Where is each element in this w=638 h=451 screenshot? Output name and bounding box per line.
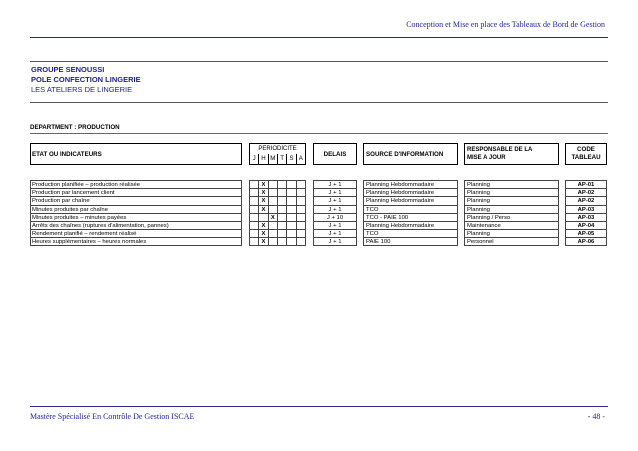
periodicity-mark bbox=[250, 206, 259, 213]
periodicity-mark bbox=[278, 230, 287, 237]
responsable-line2: MISE A JOUR bbox=[467, 155, 506, 161]
indicator-name: Production par lancement client bbox=[30, 188, 242, 196]
periodicity-cells bbox=[249, 221, 306, 229]
responsible-cell: Planning bbox=[464, 188, 559, 196]
code-cell: AP-02 bbox=[565, 196, 607, 204]
periodicity-mark bbox=[250, 222, 259, 229]
periodicity-mark bbox=[250, 230, 259, 237]
col-header-responsable bbox=[464, 143, 559, 165]
periodicity-mark bbox=[278, 222, 287, 229]
table-row bbox=[0, 229, 638, 237]
periodicity-mark: X bbox=[269, 214, 278, 221]
periodicity-mark bbox=[278, 206, 287, 213]
periodicity-mark bbox=[250, 238, 259, 244]
table-row bbox=[0, 213, 638, 221]
periodicity-mark bbox=[297, 181, 305, 188]
delay-cell: J + 1 bbox=[313, 229, 357, 237]
delay-cell: J + 1 bbox=[313, 188, 357, 196]
responsible-cell: Planning bbox=[464, 196, 559, 204]
periodicity-mark: X bbox=[259, 230, 268, 237]
periodicity-cells bbox=[249, 205, 306, 213]
responsible-cell: Planning bbox=[464, 180, 559, 188]
periodicity-cells bbox=[249, 180, 306, 188]
periodicity-mark bbox=[259, 214, 268, 221]
periodicity-mark bbox=[287, 238, 296, 244]
col-header-delais: DELAIS bbox=[313, 143, 357, 165]
periodicity-mark bbox=[250, 214, 259, 221]
periodicity-mark bbox=[287, 206, 296, 213]
source-cell: TCO bbox=[363, 205, 458, 213]
periodicity-mark bbox=[250, 197, 259, 204]
col-header-etat: ETAT OU INDICATEURS bbox=[30, 143, 242, 165]
periodicity-mark bbox=[269, 197, 278, 204]
table-row bbox=[0, 221, 638, 229]
periodicity-mark bbox=[287, 181, 296, 188]
code-cell: AP-03 bbox=[565, 205, 607, 213]
periodicity-mark bbox=[287, 222, 296, 229]
indicator-name: Arrêts des chaînes (ruptures d'alimentation, pannes) bbox=[30, 221, 242, 229]
periodicity-mark bbox=[278, 189, 287, 196]
periodicity-cells bbox=[249, 229, 306, 237]
indicator-name: Minutes produites par chaîne bbox=[30, 205, 242, 213]
delay-cell: J + 1 bbox=[313, 205, 357, 213]
source-cell: PAIE 100 bbox=[363, 237, 458, 245]
code-cell: AP-02 bbox=[565, 188, 607, 196]
periodicity-mark: X bbox=[259, 238, 268, 244]
table-row bbox=[0, 196, 638, 204]
table-row bbox=[0, 237, 638, 245]
indicator-name: Minutes produites – minutes payées bbox=[30, 213, 242, 221]
periodicity-mark: X bbox=[259, 222, 268, 229]
periodicity-mark bbox=[278, 197, 287, 204]
periodicity-mark bbox=[269, 230, 278, 237]
periodicity-mark bbox=[250, 181, 259, 188]
periodicity-mark bbox=[278, 238, 287, 244]
responsable-line1: RESPONSABLE DE LA bbox=[467, 147, 533, 153]
periodicity-mark bbox=[269, 189, 278, 196]
periodicity-cells bbox=[249, 237, 306, 245]
periodicity-mark bbox=[287, 197, 296, 204]
delay-cell: J + 1 bbox=[313, 237, 357, 245]
periodicity-mark bbox=[269, 206, 278, 213]
periodicity-cells bbox=[249, 188, 306, 196]
code-cell: AP-05 bbox=[565, 229, 607, 237]
table-row bbox=[0, 188, 638, 196]
period-letter: H bbox=[259, 154, 268, 164]
periodicity-mark bbox=[287, 189, 296, 196]
source-cell: TCO bbox=[363, 229, 458, 237]
company-block bbox=[30, 61, 608, 103]
periodicity-mark bbox=[278, 181, 287, 188]
period-letter: S bbox=[287, 154, 296, 164]
footer-divider bbox=[30, 406, 608, 407]
periodicity-mark bbox=[297, 230, 305, 237]
source-cell: Planning Hebdommadaire bbox=[363, 188, 458, 196]
periodicity-cells bbox=[249, 196, 306, 204]
company-group-name: GROUPE SENOUSSI bbox=[31, 65, 105, 74]
periodicity-mark bbox=[269, 181, 278, 188]
indicator-name: Rendement planifié – rendement réalisé bbox=[30, 229, 242, 237]
responsible-cell: Personnel bbox=[464, 237, 559, 245]
responsible-cell: Planning bbox=[464, 205, 559, 213]
delay-cell: J + 10 bbox=[313, 213, 357, 221]
periodicity-mark bbox=[297, 189, 305, 196]
col-header-code bbox=[565, 143, 607, 165]
periodicity-mark bbox=[278, 214, 287, 221]
source-cell: Planning Hebdommadaire bbox=[363, 221, 458, 229]
code-line2: TABLEAU bbox=[571, 154, 601, 161]
periodicity-mark: X bbox=[259, 189, 268, 196]
responsible-cell: Maintenance bbox=[464, 221, 559, 229]
periodicity-mark bbox=[297, 238, 305, 244]
periodicite-letters bbox=[250, 154, 305, 164]
periodicity-mark bbox=[297, 214, 305, 221]
periodicite-title: PERIODICITE bbox=[258, 146, 297, 152]
period-letter: J bbox=[250, 154, 259, 164]
delay-cell: J + 1 bbox=[313, 221, 357, 229]
page-number: - 48 - bbox=[587, 412, 605, 421]
department-divider bbox=[30, 133, 608, 134]
code-cell: AP-03 bbox=[565, 213, 607, 221]
indicator-name: Production par chaîne bbox=[30, 196, 242, 204]
responsible-cell: Planning / Perso bbox=[464, 213, 559, 221]
periodicity-mark bbox=[287, 214, 296, 221]
footer-school: Mastère Spécialisé En Contrôle De Gestion ISCAE bbox=[30, 412, 195, 421]
period-letter: A bbox=[298, 155, 303, 162]
periodicity-mark bbox=[297, 222, 305, 229]
code-line1: CODE bbox=[577, 146, 595, 153]
code-cell: AP-04 bbox=[565, 221, 607, 229]
code-cell: AP-06 bbox=[565, 237, 607, 245]
delay-cell: J + 1 bbox=[313, 196, 357, 204]
periodicity-mark bbox=[297, 197, 305, 204]
company-pole-name: POLE CONFECTION LINGERIE bbox=[31, 75, 141, 84]
source-cell: Planning Hebdommadaire bbox=[363, 196, 458, 204]
header-title: Conception et Mise en place des Tableaux de Bord de Gestion bbox=[406, 20, 605, 29]
periodicity-mark: X bbox=[259, 181, 268, 188]
source-cell: Planning Hebdommadaire bbox=[363, 180, 458, 188]
code-cell: AP-01 bbox=[565, 180, 607, 188]
periodicity-mark: X bbox=[259, 206, 268, 213]
period-letter: T bbox=[278, 154, 287, 164]
periodicity-mark bbox=[269, 238, 278, 244]
period-letter: M bbox=[269, 154, 278, 164]
company-unit-name: LES ATELIERS DE LINGERIE bbox=[31, 85, 133, 94]
periodicity-mark bbox=[287, 230, 296, 237]
col-header-periodicite bbox=[249, 143, 306, 165]
periodicity-mark bbox=[269, 222, 278, 229]
header-divider bbox=[30, 37, 608, 38]
periodicity-mark: X bbox=[259, 197, 268, 204]
indicator-name: Heures supplémentaires – heures normales bbox=[30, 237, 242, 245]
responsible-cell: Planning bbox=[464, 229, 559, 237]
periodicity-mark bbox=[297, 206, 305, 213]
col-header-source: SOURCE D'INFORMATION bbox=[363, 143, 458, 165]
delay-cell: J + 1 bbox=[313, 180, 357, 188]
table-row bbox=[0, 180, 638, 188]
source-cell: TCO - PAIE 100 bbox=[363, 213, 458, 221]
periodicity-cells bbox=[249, 213, 306, 221]
periodicity-mark bbox=[250, 189, 259, 196]
department-label: DEPARTMENT : PRODUCTION bbox=[30, 124, 120, 131]
indicator-name: Production planifiée – production réalisée bbox=[30, 180, 242, 188]
table-row bbox=[0, 205, 638, 213]
